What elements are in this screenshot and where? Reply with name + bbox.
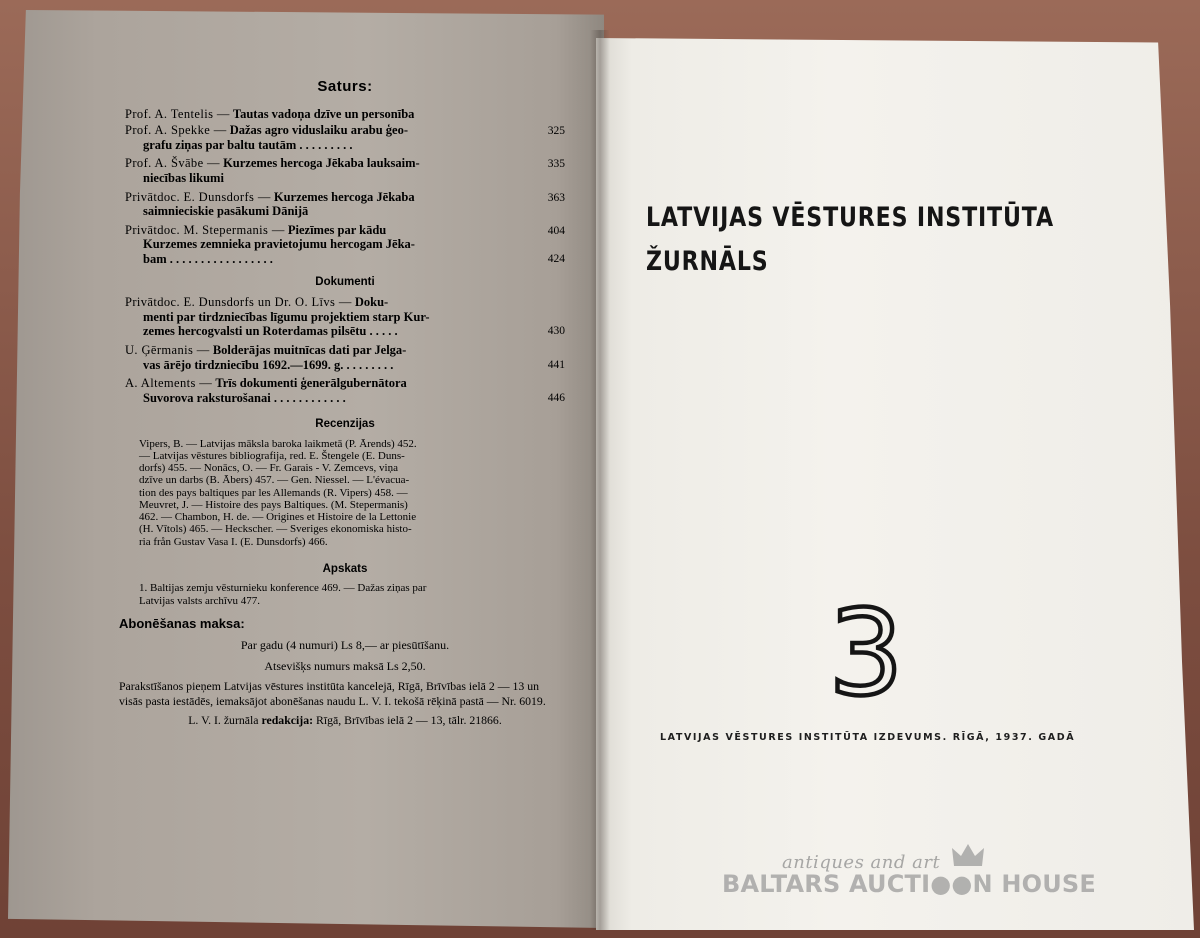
entry-author: A. Altements —: [125, 376, 213, 391]
entry-page: 404: [547, 224, 565, 237]
entry-title: Piezīmes par kādu: [287, 222, 387, 237]
issue-number-graphic: [826, 586, 906, 706]
toc-entry: [125, 295, 565, 339]
toc-entry: [125, 123, 565, 152]
editorial-address: [125, 713, 565, 728]
toc-title: Saturs:: [317, 78, 373, 95]
toc-entry: [125, 156, 565, 185]
section-heading-apskats: Apskats: [322, 562, 368, 575]
toc-entry: [125, 223, 565, 267]
editorial-rest: Rīgā, Brīvības ielā 2 — 13, tālr. 21866.: [316, 713, 502, 728]
watermark-script: antiques and art: [782, 852, 941, 873]
toc-entry: [125, 190, 565, 219]
entry-title: Trīs dokumenti ģenerālgubernātora: [215, 376, 407, 391]
entry-author: Privātdoc. E. Dunsdorfs un Dr. O. Līvs —: [125, 295, 352, 310]
subscription-year-price: Par gadu (4 numuri) Ls 8,— ar piesūtīšanu.: [240, 638, 450, 653]
entry-author: Prof. A. Švābe —: [125, 156, 220, 171]
journal-title-line2: ŽURNĀLS: [646, 246, 769, 277]
entry-title-cont: zemes hercogvalsti un Roterdamas pilsētu . . . . .: [143, 324, 398, 339]
subscription-info: Parakstīšanos pieņem Latvijas vēstures institūta kancelejā, Rīgā, Brīvības ielā 2 — 13 un visās pasta iestādēs, iemaksājot abonēšanas naudu L. V. I. tekošā rēķinā pastā — Nr. 6019.: [119, 679, 546, 709]
review-line: Vipers, B. — Latvijas māksla baroka laikmetā (P. Ārends) 452.: [139, 437, 417, 450]
toc-entry: [125, 107, 565, 122]
publisher-line: LATVIJAS VĒSTURES INSTITŪTA IZDEVUMS. RĪGĀ, 1937. GADĀ: [660, 732, 1076, 743]
review-line: Meuvret, J. — Histoire des pays Baltiques. (M. Stepermanis): [139, 498, 408, 511]
overview-block: [125, 582, 565, 607]
review-line: ria från Gustav Vasa I. (E. Dunsdorfs) 466.: [139, 535, 328, 548]
section-heading-dokumenti: Dokumenti: [315, 275, 375, 288]
entry-page: 335: [547, 158, 565, 171]
front-cover-page: [596, 38, 1194, 930]
reviews-block: [125, 438, 565, 548]
toc-entry: [125, 376, 565, 405]
entry-title-cont: niecības likumi: [143, 170, 224, 185]
overview-line: Latvijas valsts archīvu 477.: [139, 594, 260, 607]
review-line: tion des pays baltiques par les Allemands (R. Vipers) 458. —: [139, 486, 408, 499]
review-line: (H. Vītols) 465. — Heckscher. — Sveriges ekonomiska histo-: [139, 523, 412, 536]
table-of-contents: [119, 78, 565, 728]
overview-line: 1. Baltijas zemju vēsturnieku konference 469. — Dažas ziņas par: [139, 582, 427, 595]
entry-title-cont: menti par tirdzniecības līgumu projektiem starp Kur-: [143, 309, 430, 324]
subscription-single-price: Atsevišķs numurs maksā Ls 2,50.: [264, 658, 426, 673]
entry-title-cont: Suvorova raksturošanai . . . . . . . . . . . .: [143, 390, 346, 405]
review-line: 462. — Chambon, H. de. — Origines et Histoire de la Lettonie: [139, 511, 417, 524]
entry-title: Kurzemes hercoga Jēkaba lauksaim-: [223, 156, 420, 171]
entry-title-cont: saimnieciskie pasākumi Dānijā: [143, 204, 309, 219]
entry-title: Dažas agro viduslaiku arabu ģeo-: [229, 123, 408, 138]
entry-title-cont: Kurzemes zemnieka pravietojumu hercogam Jēka-: [143, 237, 415, 252]
editorial-prefix: L. V. I. žurnāla: [188, 713, 259, 728]
review-line: — Latvijas vēstures bibliografija, red. E. Štengele (E. Duns-: [139, 450, 405, 463]
editorial-label: redakcija:: [261, 713, 314, 728]
entry-page: 325: [547, 125, 565, 138]
review-line: dorfs) 455. — Nonācs, O. — Fr. Garais - V. Zemcevs, viņa: [139, 462, 398, 475]
entry-author: U. Ģērmanis —: [125, 342, 210, 357]
entry-page: 363: [547, 191, 565, 204]
watermark-auction-house: BALTARS AUCTI●●N HOUSE: [722, 870, 1097, 898]
subscription-heading: Abonēšanas maksa:: [119, 616, 245, 632]
entry-title: Kurzemes hercoga Jēkaba: [273, 189, 415, 204]
entry-author: Prof. A. Tentelis —: [125, 106, 230, 121]
review-line: dzīve un darbs (B. Ābers) 457. — Gen. Niessel. — L'évacua-: [139, 474, 410, 487]
entry-title: Doku-: [354, 295, 389, 310]
toc-entry: [125, 343, 565, 372]
entry-page: 446: [547, 391, 565, 404]
entry-page: 424: [547, 252, 565, 265]
entry-title: Tautas vadoņa dzīve un personība: [232, 106, 415, 121]
entry-page: 430: [547, 325, 565, 338]
spine-shadow: [590, 30, 610, 930]
journal-title-line1: LATVIJAS VĒSTURES INSTITŪTA: [646, 202, 1054, 233]
entry-title: Bolderājas muitnīcas dati par Jelga-: [212, 342, 407, 357]
journal-title: [646, 196, 1054, 284]
issue-number: [826, 586, 906, 706]
crown-icon: [950, 842, 986, 870]
entry-title-cont: grafu ziņas par baltu tautām . . . . . . . . .: [143, 137, 353, 152]
section-heading-recenzijas: Recenzijas: [315, 418, 375, 431]
issue-number-text: 3: [828, 586, 904, 706]
entry-title-cont: bam . . . . . . . . . . . . . . . . .: [143, 251, 273, 266]
entry-author: Privātdoc. M. Stepermanis —: [125, 222, 285, 237]
entry-title-cont: vas ārējo tirdzniecību 1692.—1699. g. . . . . . . . .: [143, 357, 394, 372]
entry-author: Prof. A. Spekke —: [125, 123, 227, 138]
entry-page: 441: [547, 358, 565, 371]
entry-author: Privātdoc. E. Dunsdorfs —: [125, 189, 271, 204]
